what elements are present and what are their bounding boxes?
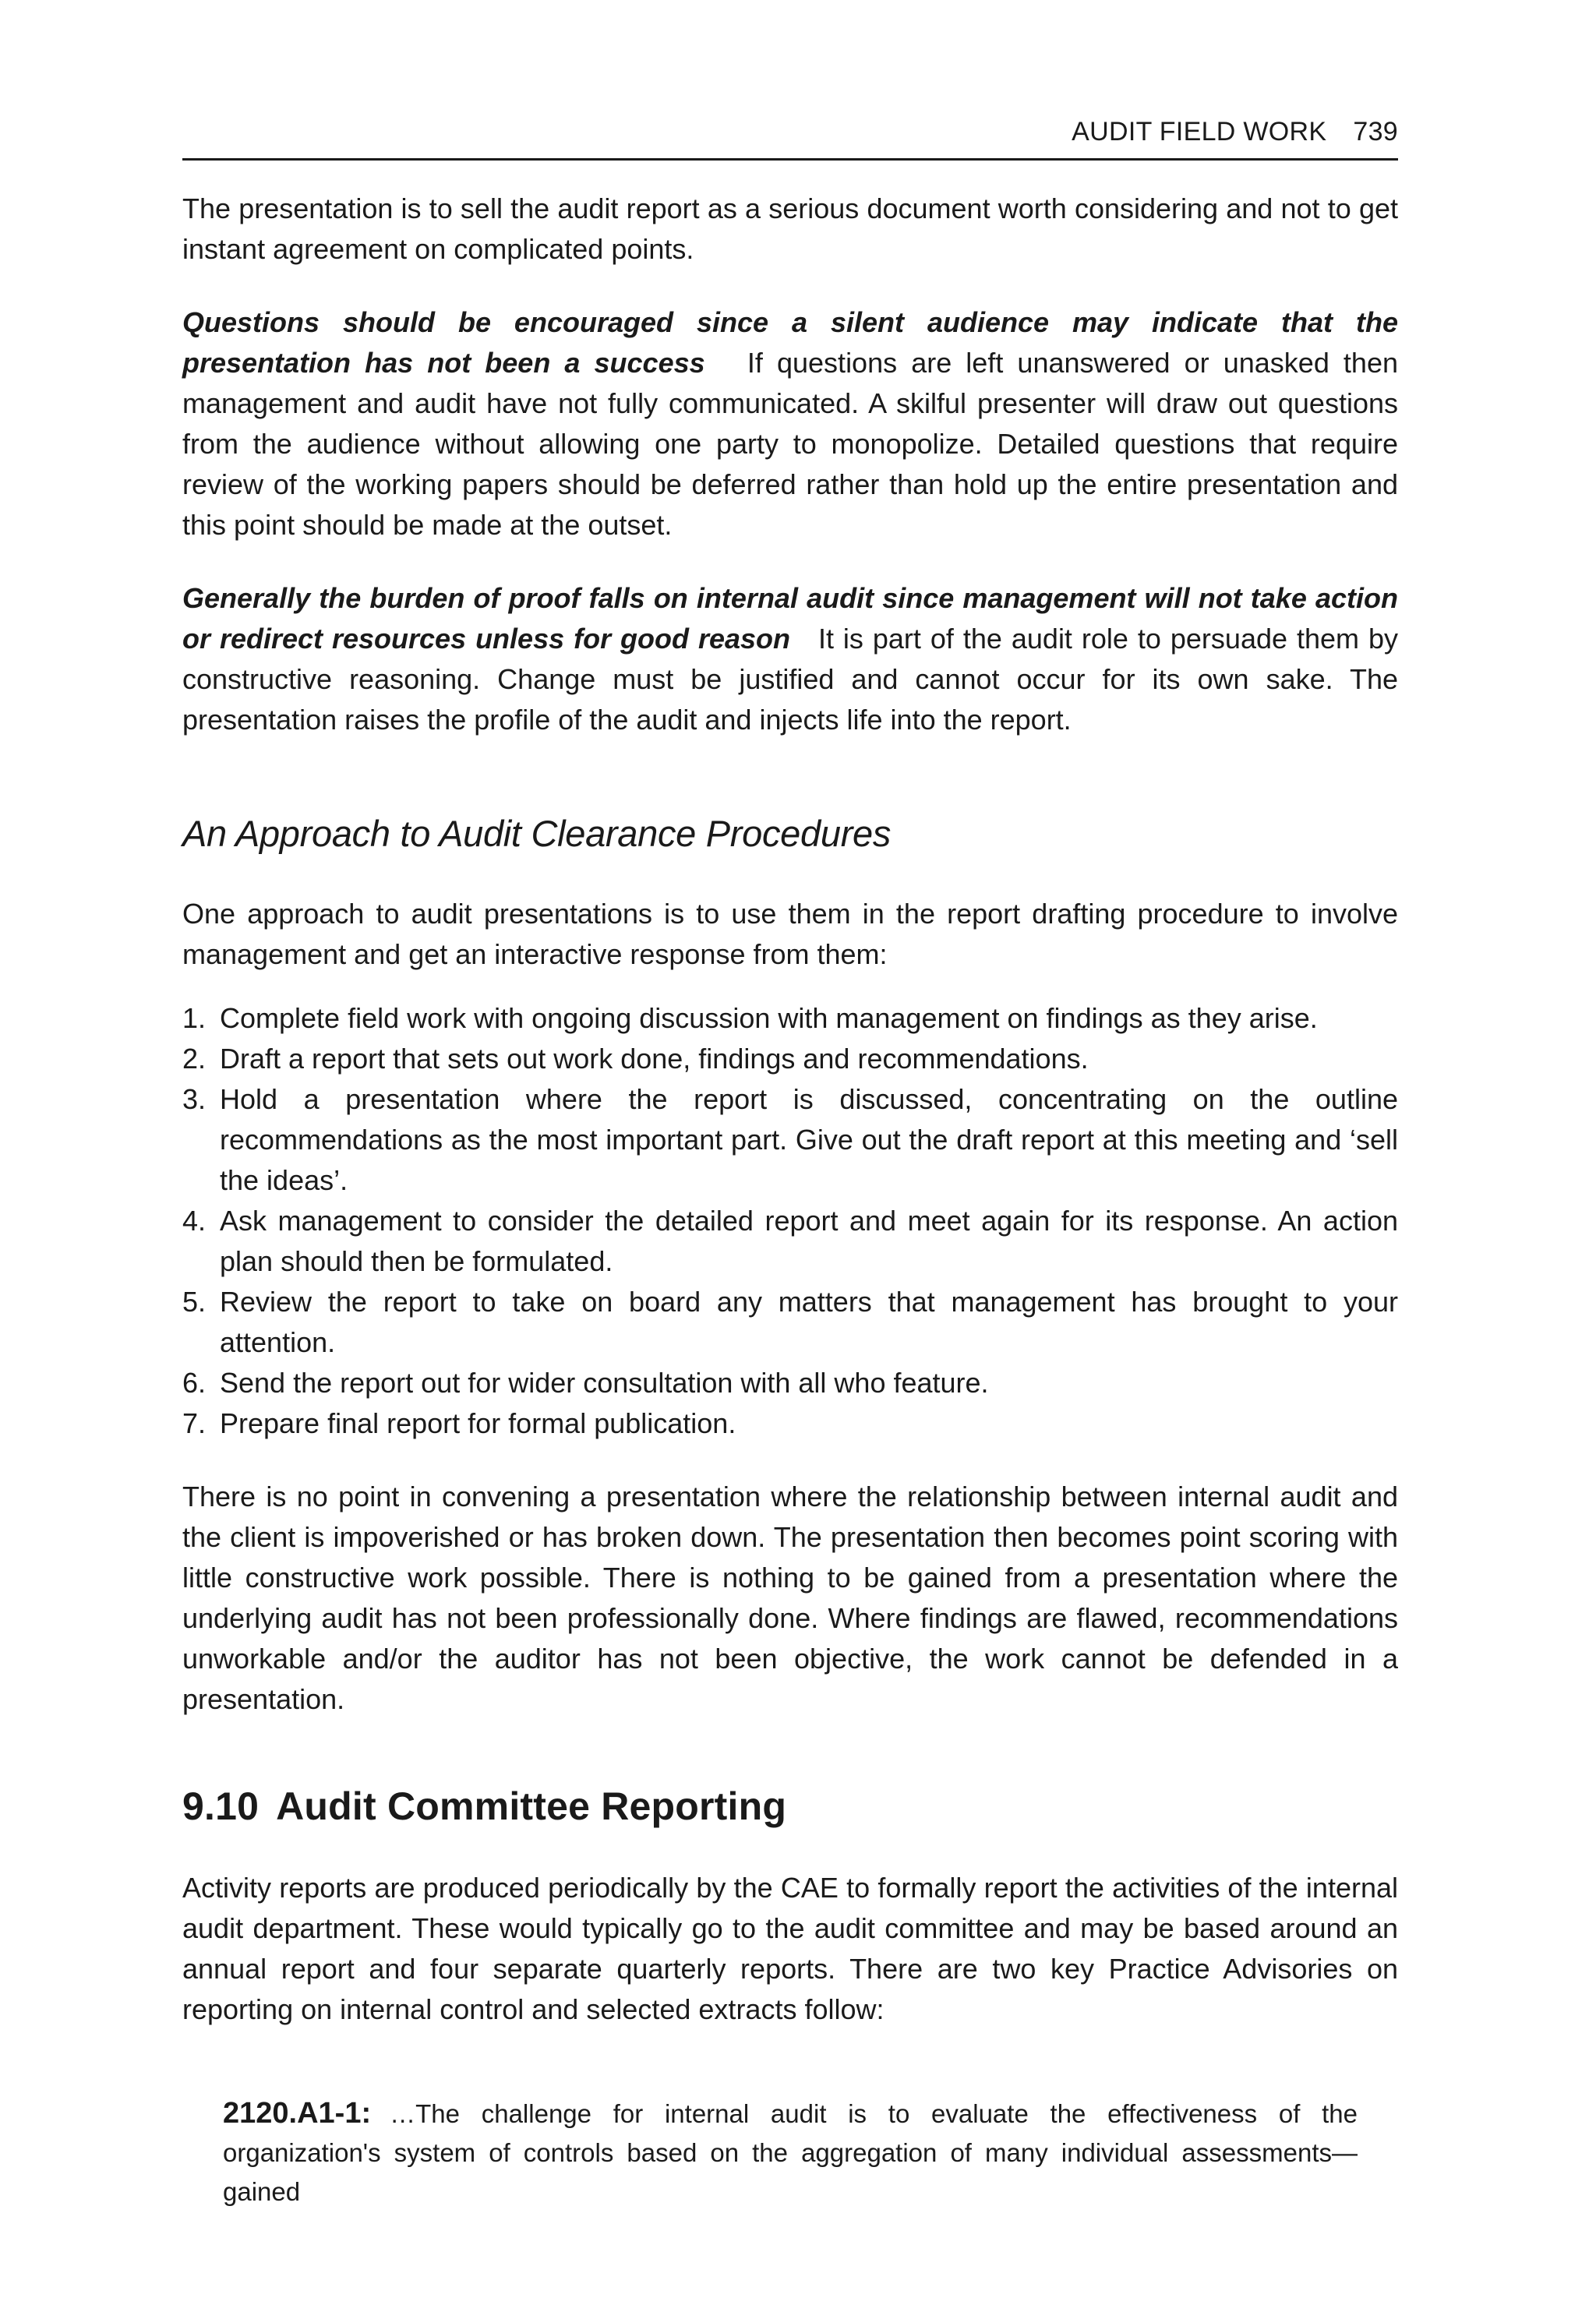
subsection-title: An Approach to Audit Clearance Procedures [182,813,892,854]
list-item-number: 1. [182,1002,207,1034]
paragraph-burden-of-proof [182,578,1398,740]
document-page [182,117,1398,2211]
list-item [182,1079,1398,1201]
paragraph-questions [182,302,1398,545]
list-item-number: 2. [182,1043,207,1075]
list-item-text: Review the report to take on board any matters that management has brought to your attention. [220,1286,1398,1358]
list-item-number: 4. [182,1205,207,1237]
running-title: AUDIT FIELD WORK [1072,117,1327,146]
paragraph-burden-lead: Generally the burden of proof falls on internal audit since management will not take action or redirect resources unless for good reason [182,582,1398,655]
advisory-text: …The challenge for internal audit is to evaluate the effectiveness of the organization's system of controls based on the aggregation of many individual assessments—gained [223,2099,1358,2206]
list-item-text: Draft a report that sets out work done, findings and recommendations. [220,1043,1089,1075]
paragraph-questions-lead: Questions should be encouraged since a silent audience may indicate that the presentation has not been a success [182,306,1398,379]
list-item-text: Complete field work with ongoing discussion with management on findings as they arise. [220,1002,1318,1034]
list-item [182,1039,1398,1079]
subsection-intro: One approach to audit presentations is to use them in the report drafting procedure to involve management and get an interactive response from them: [182,898,1398,970]
clearance-steps-list [182,998,1398,1444]
subsection-closing: There is no point in convening a presentation where the relationship between internal audit and the client is impoverished or has broken down. The presentation then becomes point scoring with little constructive work possible. There is nothing to be gained from a presentation where the underlying audit has not been professionally done. Where findings are flawed, recommendations unworkable and/or the auditor has not been objective, the work cannot be defended in a presentation. [182,1481,1398,1715]
list-item [182,1282,1398,1363]
list-item-text: Hold a presentation where the report is discussed, concentrating on the outline recommendations as the most important part. Give out the draft report at this meeting and ‘sell the ideas’. [220,1083,1398,1196]
paragraph-presentation-purpose: The presentation is to sell the audit report as a serious document worth considering and not to get instant agreement on complicated points. [182,192,1398,265]
paragraph-burden-body: It is part of the audit role to persuade them by constructive reasoning. Change must be justified and cannot occur for its own sake. The presentation raises the profile of the audit and injects life into the report. [182,623,1398,736]
practice-advisory-extract [223,2094,1358,2211]
list-item [182,1201,1398,1282]
list-item-number: 6. [182,1367,207,1399]
page-number: 739 [1353,117,1398,146]
running-header [182,117,1398,161]
list-item-number: 7. [182,1407,207,1439]
section-heading [182,1784,1398,1829]
list-item-text: Ask management to consider the detailed report and meet again for its response. An action plan should then be formulated. [220,1205,1398,1277]
list-item [182,1403,1398,1444]
section-number: 9.10 [182,1784,260,1828]
advisory-code: 2120.A1-1: [223,2097,372,2130]
list-item-number: 5. [182,1286,207,1318]
section-intro: Activity reports are produced periodically by the CAE to formally report the activities of the internal audit department. These would typically go to the audit committee and may be based around an annual report and four separate quarterly reports. There are two key Practice Advisories on reporting on internal control and selected extracts follow: [182,1872,1398,2025]
list-item-text: Send the report out for wider consultation with all who feature. [220,1367,989,1399]
list-item [182,998,1398,1039]
list-item [182,1363,1398,1403]
paragraph-questions-body: If questions are left unanswered or unasked then management and audit have not fully communicated. A skilful presenter will draw out questions from the audience without allowing one party to monopolize. Detailed questions that require review of the working papers should be deferred rather than hold up the entire presentation and this point should be made at the outset. [182,347,1398,541]
list-item-number: 3. [182,1083,207,1115]
list-item-text: Prepare final report for formal publication. [220,1407,736,1439]
section-title: Audit Committee Reporting [276,1784,787,1828]
